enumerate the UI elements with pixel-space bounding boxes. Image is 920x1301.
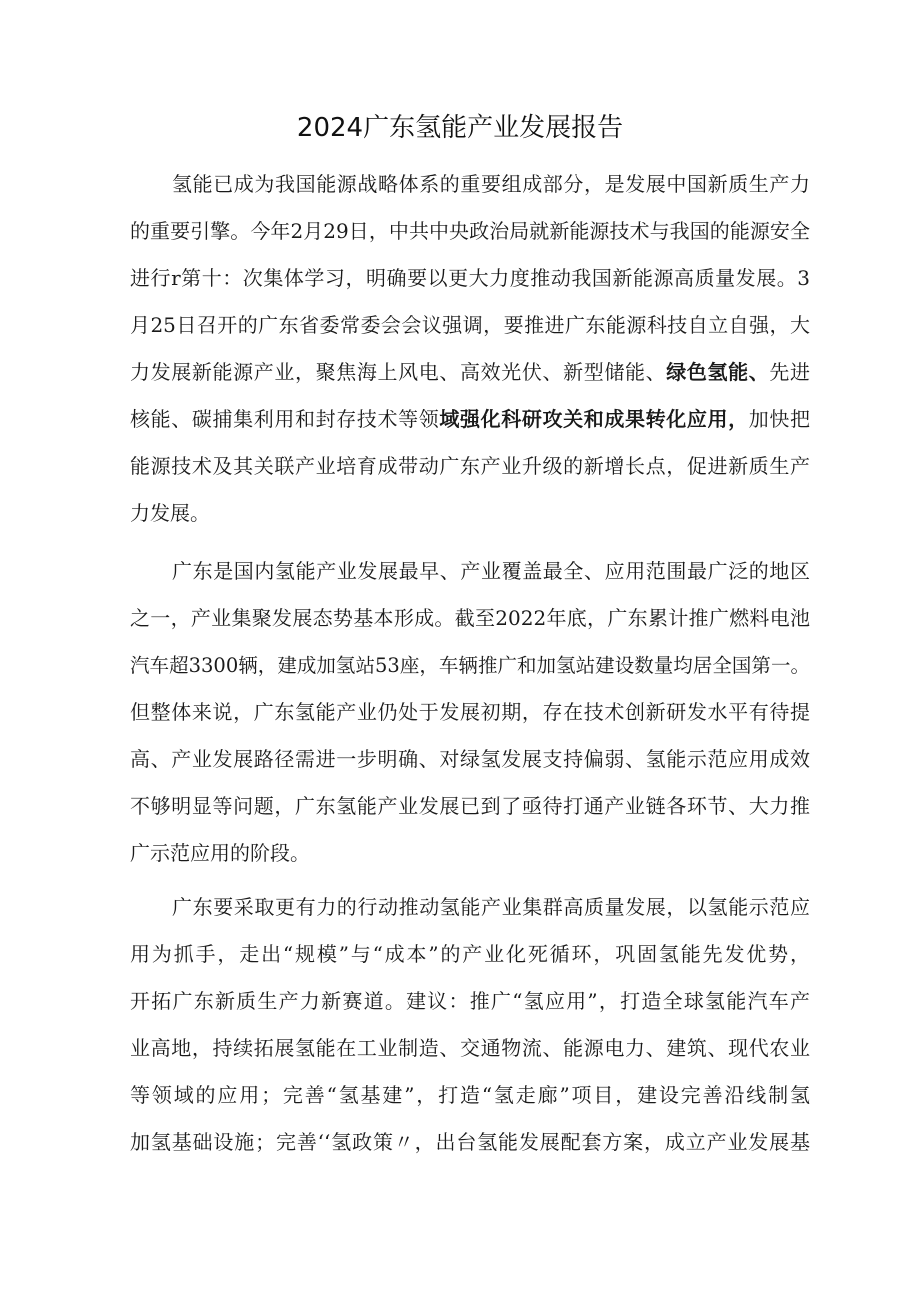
- bold-phrase: 绿色氢能、: [666, 360, 770, 384]
- text-line: 能源技术及其关联产业培育成带动广东产业升级的新增长点，促进新质生产: [130, 454, 810, 478]
- text-segment: 核能、碳捕集利用和封存技术等领: [130, 407, 440, 431]
- text-line: 广东要采取更有力的行动推动氢能产业集群高质量发展，以氢能示范应: [172, 895, 810, 919]
- text-line: [130, 349, 810, 396]
- text-line: [130, 396, 810, 443]
- text-line: 等领域的应用；完善“氢基建”，打造“氢走廊”项目，建设完善沿线制氢: [130, 1083, 810, 1107]
- text-line: 业高地，持续拓展氢能在工业制造、交通物流、能源电力、建筑、现代农业: [130, 1036, 810, 1060]
- text-line: 氢能已成为我国能源战略体系的重要组成部分，是发展中国新质生产力: [172, 172, 810, 196]
- text-line: 高、产业发展路径需进一步明确、对绿氢发展支持偏弱、氢能示范应用成效: [130, 747, 810, 771]
- paragraph-3: [130, 884, 810, 1166]
- text-segment: 加快把: [748, 407, 810, 431]
- text-line: 开拓广东新质生产力新赛道。建议：推广“氢应用”，打造全球氢能汽车产: [130, 989, 810, 1013]
- paragraph-2: [130, 548, 810, 877]
- text-line: 进行r第十：次集体学习，明确要以更大力度推动我国新能源高质量发展。3: [130, 266, 810, 290]
- text-line: 的重要引擎。今年2月29日，中共中央政治局就新能源技术与我国的能源安全: [130, 219, 810, 243]
- text-line: 汽车超3300辆，建成加氢站53座，车辆推广和加氢站建设数量均居全国第一。: [130, 654, 810, 677]
- text-segment: 力发展新能源产业，聚焦海上风电、高效光伏、新型储能、: [130, 360, 667, 384]
- text-line: 之一，产业集聚发展态势基本形成。截至2022年底，广东累计推广燃料电池: [130, 606, 810, 630]
- document-title: 2024广东氢能产业发展报告: [296, 113, 624, 143]
- text-line: 力发展。: [130, 501, 210, 525]
- text-line: 不够明显等问题，广东氢能产业发展已到了亟待打通产业链各环节、大力推: [130, 794, 810, 818]
- text-line: 月25日召开的广东省委常委会会议强调，要推进广东能源科技自立自强，大: [130, 313, 810, 337]
- bold-phrase: 域强化科研攻关和成果转化应用，: [439, 407, 749, 431]
- text-line: 广示范应用的阶段。: [130, 841, 310, 865]
- text-line: 广东是国内氢能产业发展最早、产业覆盖最全、应用范围最广泛的地区: [172, 559, 810, 583]
- text-segment: 先进: [769, 360, 810, 384]
- text-line: 加氢基础设施；完善‘‘氢政策〃，出台氢能发展配套方案，成立产业发展基: [130, 1130, 810, 1154]
- text-line: 用为抓手，走出“规模”与“成本”的产业化死循环，巩固氢能先发优势，: [130, 942, 810, 966]
- text-line: 但整体来说，广东氢能产业仍处于发展初期，存在技术创新研发水平有待提: [130, 700, 810, 724]
- paragraph-1: [130, 161, 810, 537]
